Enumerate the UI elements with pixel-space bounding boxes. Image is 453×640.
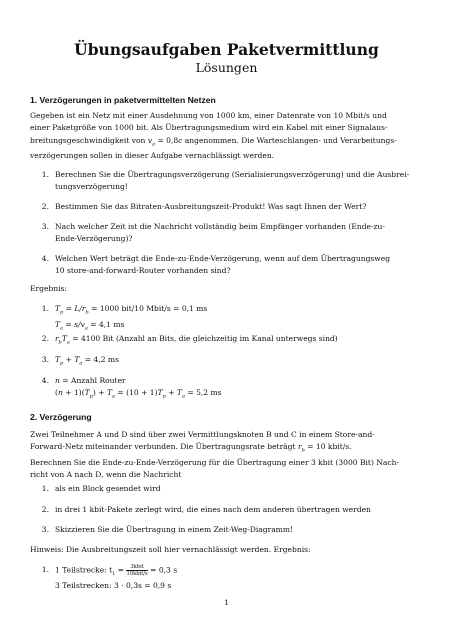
formula-line: n = Anzahl Router — [55, 376, 126, 385]
intro-line: einer Paketgröße von 1000 bit. Als Übertragungsmedium wird ein Kabel mit einer Signalaus- — [30, 123, 388, 133]
formula-line: $r_bT_a = 4100$ Bit (Anzahl an Bits, die gleichzeitig im Kanal unterwegs sind) — [55, 334, 338, 346]
hint-text: Hinweis: Die Ausbreitungszeit soll hier vernachlässigt werden. Ergebnis: — [30, 545, 311, 554]
item-number: 3. — [41, 222, 49, 231]
section-1-heading: 1. Verzögerungen in paketvermittelten Netzen — [30, 95, 216, 105]
intro-line: verzögerungen sollen in dieser Aufgabe vernachlässigt werden. — [30, 151, 275, 161]
item-text: tungsverzögerung! — [55, 182, 128, 192]
item-text: als ein Block gesendet wird — [55, 484, 161, 493]
item-text: Berechnen Sie die Übertragungsverzögerung (Serialisierungsverzögerung) und die Ausbrei- — [55, 170, 410, 179]
item-text: 10 store-and-forward-Router vorhanden sind? — [55, 266, 231, 276]
intro-line: Forward-Netz miteinander verbunden. Die Übertragungsrate beträgt $r_b = 10$ kbit/s. — [30, 442, 352, 454]
page-number: 1 — [224, 598, 229, 607]
item-text: Ende-Verzögerung)? — [55, 234, 133, 244]
page-subtitle: Lösungen — [195, 60, 258, 75]
result-label: Ergebnis: — [30, 284, 67, 293]
intro-line: Berechnen Sie die Ende-zu-Ende-Verzögerung für die Übertragung einer 3 kbit (3000 Bit) Nach- — [30, 458, 400, 468]
item-number: 1. — [41, 484, 49, 493]
section-1-intro — [30, 110, 422, 163]
section-2-heading: 2. Verzögerung — [30, 412, 92, 422]
fraction-denominator: 10kbit/s — [126, 571, 148, 577]
formula-line: 1 Teilstrecke: $t_1$ = $\frac{\text{3kbit}}{\text{10kbit/s}}$ = 0,3 s — [55, 564, 178, 577]
item-number: 1. — [41, 170, 49, 179]
fraction-numerator: 3kbit — [126, 564, 147, 571]
intro-line: Zwei Teilnehmer A und D sind über zwei Vermittlungsknoten B und C in einem Store-and- — [30, 430, 375, 439]
formula-subscript: 1 — [112, 571, 116, 577]
item-number: 2. — [41, 334, 49, 343]
fraction — [126, 564, 147, 577]
formula-line: $T_p = L/r_b = 1000$ bit/10 Mbit/s = 0,1 ms — [55, 304, 208, 316]
item-number: 3. — [41, 525, 49, 534]
formula-line: 3 Teilstrecken: 3 · 0,3s = 0,9 s — [55, 581, 172, 591]
item-number: 1. — [41, 565, 49, 574]
item-number: 3. — [41, 355, 49, 364]
item-text: Bestimmen Sie das Bitraten-Ausbreitungszeit-Produkt! Was sagt Ihnen der Wert? — [55, 202, 367, 211]
formula-line: $T_p + T_a = 4,2$ ms — [55, 355, 119, 367]
item-text: Nach welcher Zeit ist die Nachricht vollständig beim Empfänger vorhanden (Ende-zu- — [55, 222, 385, 231]
formula-suffix: = 0,3 s — [150, 565, 178, 575]
formula-prefix: 1 Teilstrecke: t — [55, 565, 113, 575]
formula-line: $(n + 1)(T_p) + T_a = (10 + 1)T_p + T_a = 5,2$ ms — [55, 388, 222, 400]
page-title: Übungsaufgaben Paketvermittlung — [74, 40, 379, 59]
item-number: 2. — [41, 505, 49, 514]
item-number: 1. — [41, 304, 49, 313]
item-number: 2. — [41, 202, 49, 211]
item-number: 4. — [41, 254, 49, 263]
item-text: in drei 1 kbit-Pakete zerlegt wird, die eines nach dem anderen übertragen werden — [55, 505, 371, 514]
intro-line: Gegeben ist ein Netz mit einer Ausdehnung von 1000 km, einer Datenrate von 10 Mbit/s und — [30, 111, 387, 120]
intro-line: richt von A nach D, wenn die Nachricht — [30, 470, 182, 480]
item-number: 4. — [41, 376, 49, 385]
item-text: Skizzieren Sie die Übertragung in einem Zeit-Weg-Diagramm! — [55, 525, 294, 534]
section-2-intro — [30, 429, 422, 482]
formula-line: $T_a = s/v_a = 4,1$ ms — [55, 319, 125, 332]
intro-line: breitungsgeschwindigkeit von $v_a = 0,8c$ angenommen. Die Warteschlangen- und Verarbeitungs- — [30, 135, 397, 148]
item-text: Welchen Wert beträgt die Ende-zu-Ende-Verzögerung, wenn auf dem Übertragungsweg — [55, 254, 391, 263]
